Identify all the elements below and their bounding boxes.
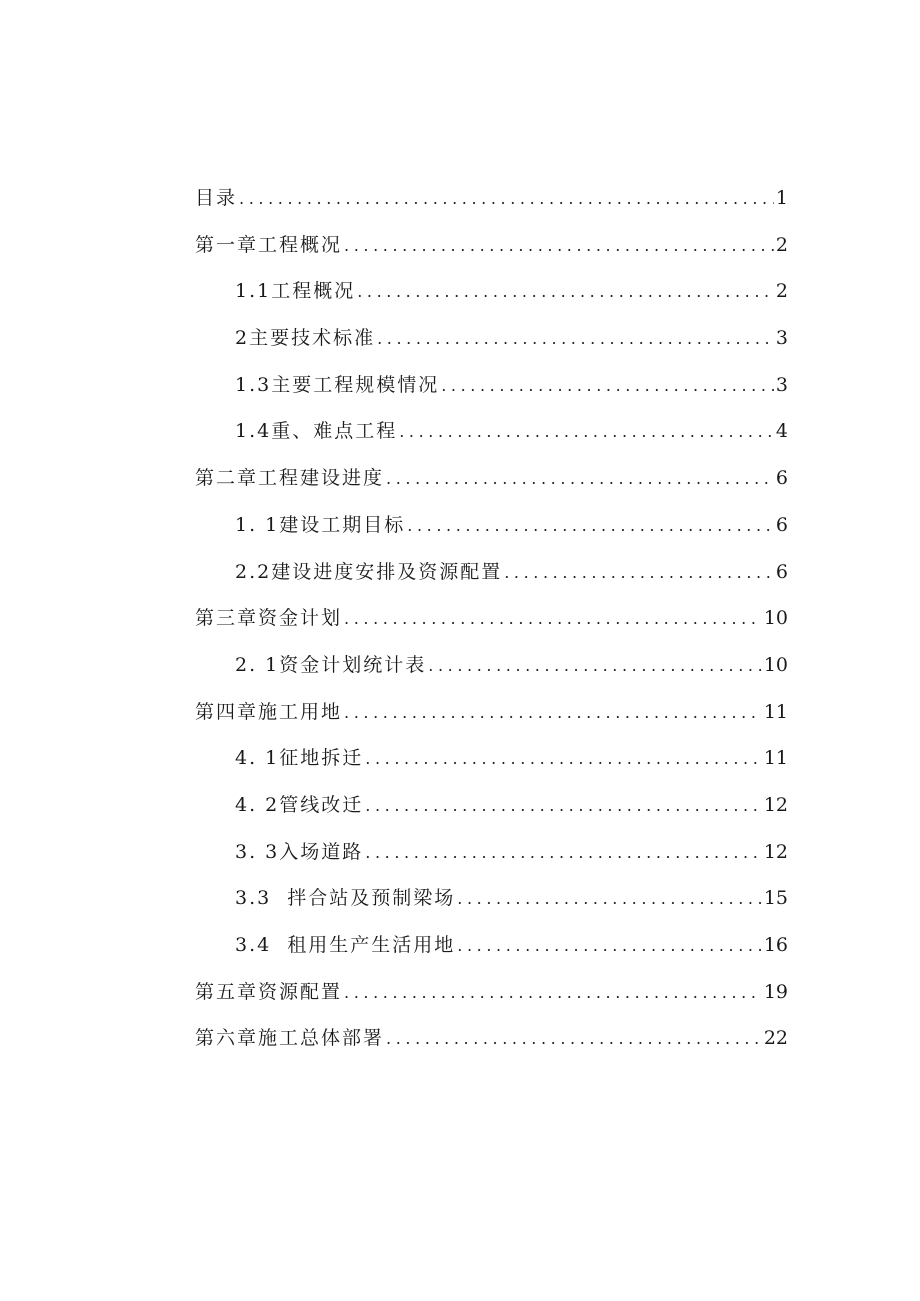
toc-entry-title: 3.3 拌合站及预制梁场 (235, 887, 456, 910)
toc-entry[interactable] (195, 175, 788, 222)
toc-entry-page: 11 (763, 700, 788, 723)
toc-entry[interactable] (195, 735, 788, 782)
toc-entry[interactable] (195, 315, 788, 362)
toc-dot-leader (386, 1016, 762, 1063)
toc-entry[interactable] (195, 362, 788, 409)
toc-entry[interactable] (195, 549, 788, 596)
toc-entry-page: 15 (763, 887, 788, 910)
toc-dot-leader (407, 503, 774, 550)
toc-dot-leader (365, 736, 762, 783)
toc-entry[interactable] (195, 455, 788, 502)
toc-entry-page: 3 (775, 327, 788, 350)
toc-entry-title: 2. 1资金计划统计表 (235, 653, 427, 676)
toc-entry[interactable] (195, 922, 788, 969)
toc-dot-leader (441, 363, 774, 410)
toc-entry[interactable] (195, 502, 788, 549)
toc-dot-leader (239, 176, 774, 223)
toc-dot-leader (365, 830, 762, 877)
toc-dot-leader (457, 923, 762, 970)
toc-entry-page: 12 (763, 840, 788, 863)
toc-dot-leader (344, 690, 762, 737)
table-of-contents (195, 175, 788, 1062)
toc-entry-page: 6 (775, 560, 788, 583)
toc-dot-leader (344, 223, 774, 270)
toc-entry-page: 10 (763, 653, 788, 676)
toc-entry-page: 11 (763, 747, 788, 770)
toc-entry[interactable] (195, 689, 788, 736)
toc-entry-page: 16 (763, 934, 788, 956)
toc-entry-page: 2 (775, 280, 788, 303)
toc-entry-title: 目录 (195, 187, 238, 209)
toc-entry-title: 第二章工程建设进度 (195, 467, 385, 490)
toc-entry-page: 10 (763, 607, 788, 630)
toc-entry-title: 2.2建设进度安排及资源配置 (235, 560, 503, 583)
toc-entry-title: 4. 2管线改迁 (235, 793, 364, 816)
toc-entry[interactable] (195, 642, 788, 689)
toc-entry[interactable] (195, 595, 788, 642)
toc-entry-page: 22 (763, 1027, 788, 1050)
toc-dot-leader (357, 269, 774, 316)
toc-entry-title: 1.4重、难点工程 (235, 420, 398, 443)
toc-entry-title: 3.4 租用生产生活用地 (235, 934, 456, 956)
toc-entry[interactable] (195, 829, 788, 876)
toc-entry-title: 第一章工程概况 (195, 233, 343, 256)
toc-entry-page: 2 (775, 233, 788, 256)
toc-entry-page: 1 (775, 187, 788, 209)
toc-dot-leader (504, 550, 774, 597)
toc-entry-title: 第五章资源配置 (195, 980, 343, 1003)
toc-entry-page: 3 (775, 373, 788, 396)
toc-entry-page: 19 (763, 980, 788, 1003)
toc-dot-leader (377, 316, 774, 363)
toc-entry-title: 1.1工程概况 (235, 280, 356, 303)
toc-dot-leader (344, 596, 762, 643)
toc-dot-leader (428, 643, 762, 690)
toc-entry-page: 6 (775, 467, 788, 490)
toc-entry-page: 6 (775, 513, 788, 536)
toc-entry-title: 第三章资金计划 (195, 607, 343, 630)
toc-dot-leader (344, 970, 762, 1017)
toc-dot-leader (386, 456, 774, 503)
toc-entry[interactable] (195, 969, 788, 1016)
toc-dot-leader (457, 876, 762, 923)
toc-entry[interactable] (195, 268, 788, 315)
toc-entry-title: 1. 1建设工期目标 (235, 513, 406, 536)
toc-entry-title: 4. 1征地拆迁 (235, 747, 364, 770)
toc-dot-leader (399, 409, 774, 456)
toc-dot-leader (365, 783, 762, 830)
toc-entry-title: 1.3主要工程规模情况 (235, 373, 440, 396)
toc-entry-page: 4 (775, 420, 788, 443)
toc-entry-title: 第六章施工总体部署 (195, 1027, 385, 1050)
toc-entry-title: 3. 3入场道路 (235, 840, 364, 863)
toc-entry[interactable] (195, 222, 788, 269)
toc-entry[interactable] (195, 1015, 788, 1062)
toc-entry[interactable] (195, 875, 788, 922)
toc-entry-title: 第四章施工用地 (195, 700, 343, 723)
toc-entry[interactable] (195, 782, 788, 829)
toc-entry-title: 2主要技术标准 (235, 327, 376, 350)
toc-entry-page: 12 (763, 793, 788, 816)
toc-entry[interactable] (195, 408, 788, 455)
